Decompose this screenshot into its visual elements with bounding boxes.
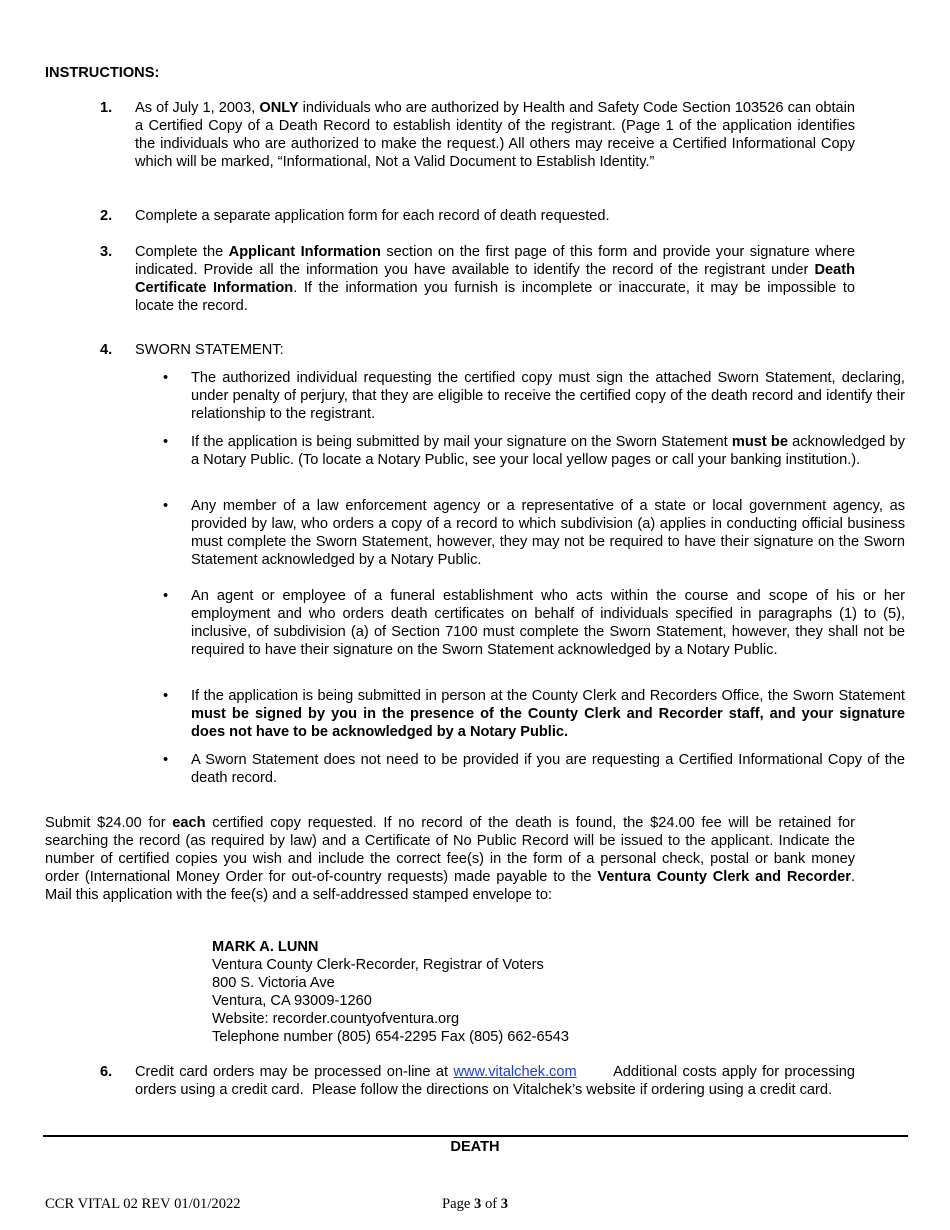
footer-rule: [43, 1135, 908, 1137]
item-2-number: 2.: [100, 208, 113, 224]
vitalchek-link[interactable]: www.vitalchek.com: [453, 1064, 577, 1080]
bullet-2-glyph: •: [163, 434, 169, 450]
bullet-4-text: An agent or employee of a funeral establishment who acts within the course and scope of his or her employment and who orders death certificates on behalf of individuals specified in paragraphs (1) to (5), inclusive, of subdivision (a) of Section 7100 must complete the Sworn Statement, however, they shall not be required to have their signature on the Sworn Statement acknowledged by a Notary Public.: [191, 588, 905, 658]
item-1-text: As of July 1, 2003, ONLY individuals who are authorized by Health and Safety Code Section 103526 can obtain a Certified Copy of a Death Record to establish identity of the registrant. (Page 1 of the application identifies the individuals who are authorized to make the request.) All others may receive a Certified Informational Copy which will be marked, “Informational, Not a Valid Document to Establish Identity.”: [135, 100, 855, 170]
form-code: CCR VITAL 02 REV 01/01/2022: [45, 1196, 241, 1212]
address-line-2: 800 S. Victoria Ave: [212, 975, 335, 991]
instructions-heading: INSTRUCTIONS:: [45, 65, 160, 81]
bullet-6-glyph: •: [163, 752, 169, 768]
item-6-text: Credit card orders may be processed on-line at www.vitalchek.com Additional costs apply for processing orders using a credit card. Please follow the directions on Vitalchek’s website if ordering using a credit card.: [135, 1064, 860, 1098]
address-website: Website: recorder.countyofventura.org: [212, 1011, 460, 1027]
address-name: MARK A. LUNN: [212, 939, 319, 955]
bullet-1-glyph: •: [163, 370, 169, 386]
bullet-1-text: The authorized individual requesting the certified copy must sign the attached Sworn Statement, declaring, under penalty of perjury, that they are eligible to receive the certified copy of the death record and identify their relationship to the registrant.: [191, 370, 905, 422]
page-number: Page 3 of 3: [442, 1196, 509, 1212]
address-line-1: Ventura County Clerk-Recorder, Registrar of Voters: [212, 957, 544, 973]
bullet-3-glyph: •: [163, 498, 169, 514]
footer-section-title: DEATH: [450, 1139, 500, 1155]
item-3-number: 3.: [100, 244, 113, 260]
bullet-2-text: If the application is being submitted by mail your signature on the Sworn Statement must be acknowledged by a Notary Public. (To locate a Notary Public, see your local yellow pages or call your banking institution.).: [191, 434, 905, 468]
item-2-text: Complete a separate application form for each record of death requested.: [135, 208, 610, 224]
fee-paragraph: Submit $24.00 for each certified copy requested. If no record of the death is found, the $24.00 fee will be retained for searching the record (as required by law) and a Certificate of No Public Record will be issued to the applicant. Indicate the number of certified copies you wish and include the correct fee(s) in the form of a personal check, postal or bank money order (International Money Order for out-of-country requests) made payable to the Ventura County Clerk and Recorder. Mail this application with the fee(s) and a self-addressed stamped envelope to:: [45, 815, 855, 903]
bullet-3-text: Any member of a law enforcement agency or a representative of a state or local government agency, as provided by law, who orders a copy of a record to which subdivision (a) applies in conducting official business must complete the Sworn Statement, however, they may not be required to have their signature on the Sworn Statement acknowledged by a Notary Public.: [191, 498, 905, 568]
item-1-number: 1.: [100, 100, 113, 116]
bullet-5-glyph: •: [163, 688, 169, 704]
item-4-text: SWORN STATEMENT:: [135, 342, 284, 358]
item-3-text: Complete the Applicant Information section on the first page of this form and provide your signature where indicated. Provide all the information you have available to identify the record of the registrant under Death Certificate Information. If the information you furnish is incomplete or inaccurate, it may be impossible to locate the record.: [135, 244, 855, 314]
item-6-number: 6.: [100, 1064, 113, 1080]
bullet-5-text: If the application is being submitted in person at the County Clerk and Recorders Office, the Sworn Statement must be signed by you in the presence of the County Clerk and Recorder staff, and your signature does not have to be acknowledged by a Notary Public.: [191, 688, 905, 740]
address-phone-fax: Telephone number (805) 654-2295 Fax (805) 662-6543: [212, 1029, 569, 1045]
mailing-address: [212, 938, 569, 1046]
address-line-3: Ventura, CA 93009-1260: [212, 993, 372, 1009]
bullet-6-text: A Sworn Statement does not need to be provided if you are requesting a Certified Informational Copy of the death record.: [191, 752, 905, 786]
item-4-number: 4.: [100, 342, 113, 358]
bullet-4-glyph: •: [163, 588, 169, 604]
